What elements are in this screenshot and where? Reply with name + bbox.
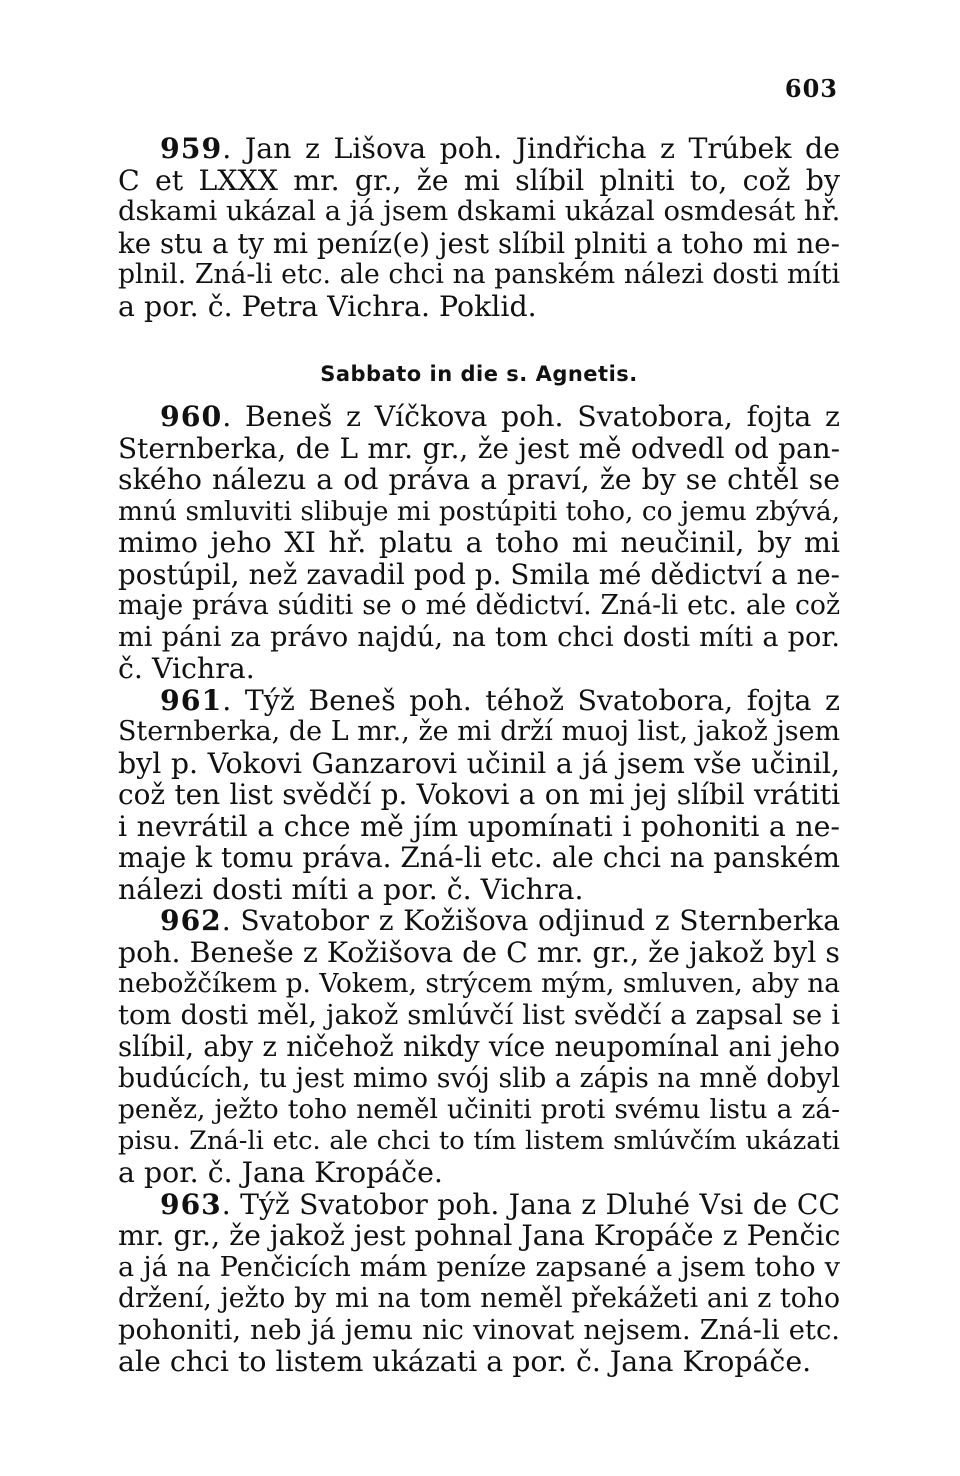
entry-line: mnú smluviti slibuje mi postúpiti toho, co jemu zbývá, (118, 495, 840, 527)
entry-text: . Týž Beneš poh. téhož Svatobora, fojta z (222, 683, 840, 717)
entry-number: 963 (160, 1187, 222, 1221)
entry-line: ke stu a ty mi peníz(e) jest slíbil plniti a toho mi ne- (118, 226, 840, 260)
entry-line: nebožčíkem p. Vokem, strýcem mým, smluven, aby na (118, 968, 840, 999)
entry-line (118, 133, 840, 165)
entry-line: Sternberka, de L mr., že mi drží muoj list, jakož jsem (118, 716, 840, 747)
entry-line: tom dosti měl, jakož smlúvčí list svědčí a zapsal se i (118, 999, 840, 1031)
entry-line: budúcích, tu jest mimo svój slib a zápis na mně dobyl (118, 1062, 840, 1094)
entry-959 (118, 133, 840, 322)
entry-line: maje k tomu práva. Zná-li etc. ale chci na panském (118, 841, 840, 874)
entry-number: 959 (160, 131, 223, 165)
entry-line: ského nálezu a od práva a praví, že by se chtěl se (118, 463, 840, 496)
document-page (118, 0, 840, 1476)
entry-line (118, 905, 840, 937)
entry-line: a por. č. Petra Vichra. Poklid. (118, 289, 537, 323)
entry-number: 960 (160, 399, 223, 433)
entry-line: Sternberka, de L mr. gr., že jest mě odvedl od pan- (118, 431, 840, 465)
entry-line (118, 682, 840, 717)
entry-line: postúpil, než zavadil pod p. Smila mé dědictví a ne- (118, 557, 840, 591)
entry-line: a já na Penčicích mám peníze zapsané a jsem toho v (118, 1251, 840, 1283)
section-heading: Sabbato in die s. Agnetis. (320, 362, 638, 386)
entries-block (118, 401, 840, 1378)
entry-text: . Týž Svatobor poh. Jana z Dluhé Vsi de CC (221, 1187, 840, 1221)
entry-number: 962 (160, 904, 222, 937)
entry-line: maje práva súditi se o mé dědictví. Zná-li etc. ale což (118, 590, 840, 621)
entry-line (118, 401, 840, 433)
entry-line: i nevrátil a chce mě jím upomínati i pohoniti a ne- (118, 809, 840, 843)
page-number: 603 (784, 74, 838, 103)
entry-text: . Beneš z Víčkova poh. Svatobora, fojta z (222, 400, 840, 433)
entry-line: mr. gr., že jakož jest pohnal Jana Kropáče z Penčic (118, 1219, 841, 1252)
entry-text: . Svatobor z Kožišova odjinud z Sternberka (221, 904, 840, 937)
entry-number: 961 (160, 682, 223, 717)
entry-line: mi páni za právo najdú, na tom chci dosti míti a por. (118, 621, 840, 653)
entry-line: peněz, ježto toho neměl učiniti proti svému listu a zá- (118, 1094, 840, 1125)
entry-line: byl p. Vokovi Ganzarovi učinil a já jsem vše učinil, (118, 746, 840, 780)
entry-line: a por. č. Jana Kropáče. (118, 1156, 443, 1189)
entry-line: pisu. Zná-li etc. ale chci to tím listem smlúvčím ukázati (118, 1125, 840, 1156)
entry-line: držení, ježto by mi na tom neměl překážeti ani z toho (118, 1283, 840, 1314)
entry-line: nálezi dosti míti a por. č. Vichra. (118, 872, 584, 906)
entry-text: . Jan z Lišova poh. Jindřicha z Trúbek de (222, 132, 840, 165)
entry-line: C et LXXX mr. gr., že mi slíbil plniti to, což by (118, 163, 840, 197)
entry-line: což ten list svědčí p. Vokovi a on mi jej slíbil vrátiti (118, 778, 840, 811)
entry-line: dskami ukázal a já jsem dskami ukázal osmdesát hř. (118, 196, 841, 227)
entry-line: mimo jeho XI hř. platu a toho mi neučinil, by mi (118, 526, 840, 559)
entry-line: plnil. Zná-li etc. ale chci na panském nálezi dosti míti (118, 259, 840, 290)
entry-line: poh. Beneše z Kožišova de C mr. gr., že jakož byl s (118, 935, 840, 969)
entry-line: ale chci to listem ukázati a por. č. Jana Kropáče. (118, 1345, 812, 1378)
entry-line: č. Vichra. (118, 652, 255, 685)
entry-line (118, 1189, 840, 1221)
entry-line: slíbil, aby z ničehož nikdy více neupomínal ani jeho (118, 1030, 840, 1063)
entry-line: pohoniti, neb já jemu nic vinovat nejsem. Zná-li etc. (118, 1314, 840, 1346)
